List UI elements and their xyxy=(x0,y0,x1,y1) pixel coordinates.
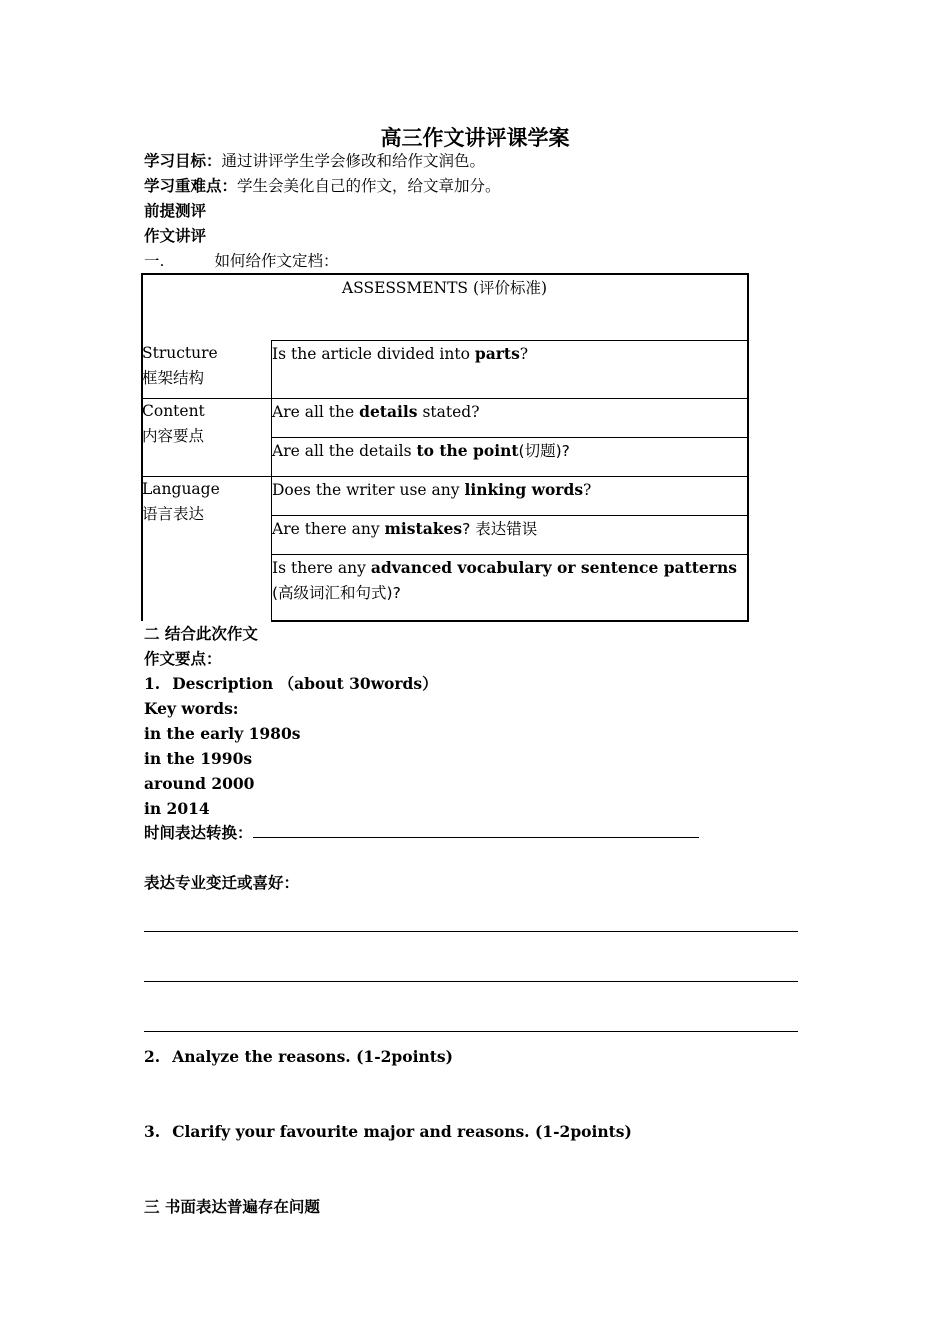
category-en: Content xyxy=(142,402,205,420)
category-zh: 框架结构 xyxy=(142,369,205,387)
time-expression-label: 时间表达转换： xyxy=(144,824,253,842)
section1-heading xyxy=(144,251,338,271)
page-title: 高三作文讲评课学案 xyxy=(380,125,570,150)
learning-goal-label: 学习目标： xyxy=(144,152,222,170)
question-parts: Is the article divided into parts? xyxy=(272,344,529,363)
keyword-item: in the early 1980s xyxy=(144,724,301,743)
time-expression-blank[interactable] xyxy=(253,823,699,838)
pre-test-heading: 前提测评 xyxy=(144,202,207,220)
key-points-text: 学生会美化自己的作文，给文章加分。 xyxy=(237,177,501,195)
question-to-the-point: Are all the details to the point(切题)? xyxy=(272,441,570,460)
learning-goal xyxy=(144,151,485,171)
major-change-label: 表达专业变迁或喜好： xyxy=(144,874,300,892)
table-header: ASSESSMENTS (评价标准) xyxy=(341,279,548,297)
row-language-category xyxy=(142,477,267,527)
answer-blank-line[interactable] xyxy=(144,1031,798,1032)
item2-analyze: 2. Analyze the reasons. (1-2points) xyxy=(144,1047,453,1066)
keyword-item: in 2014 xyxy=(144,799,210,818)
section2-subheading: 作文要点： xyxy=(144,650,222,668)
item1-description: 1. Description （about 30words） xyxy=(144,674,438,693)
section2-heading: 二 结合此次作文 xyxy=(144,625,258,643)
keyword-item: around 2000 xyxy=(144,774,255,793)
keyword-item: in the 1990s xyxy=(144,749,253,768)
question-mistakes: Are there any mistakes? 表达错误 xyxy=(272,519,538,538)
assessment-table xyxy=(141,273,748,621)
answer-blank-line[interactable] xyxy=(144,981,798,982)
section1-number: 一. xyxy=(144,252,165,270)
answer-blank-line[interactable] xyxy=(144,931,798,932)
category-zh: 内容要点 xyxy=(142,427,205,445)
key-points-label: 学习重难点： xyxy=(144,177,238,195)
category-en: Structure xyxy=(142,344,218,362)
item3-clarify: 3. Clarify your favourite major and reasons. (1-2points) xyxy=(144,1122,632,1141)
question-advanced-vocabulary: Is there any advanced vocabulary or sentence patterns (高级词汇和句式)? xyxy=(272,558,737,602)
row-content-category xyxy=(142,399,267,449)
keywords-label: Key words: xyxy=(144,699,239,718)
key-points xyxy=(144,176,501,196)
row-structure-category xyxy=(142,341,267,391)
section3-heading: 三 书面表达普遍存在问题 xyxy=(144,1198,320,1216)
learning-goal-text: 通过讲评学生学会修改和给作文润色。 xyxy=(221,152,486,170)
time-expression-field xyxy=(144,823,699,843)
essay-review-heading: 作文讲评 xyxy=(144,227,207,245)
category-zh: 语言表达 xyxy=(142,505,205,523)
category-en: Language xyxy=(142,480,220,498)
question-linking-words: Does the writer use any linking words? xyxy=(272,480,592,499)
section1-text: 如何给作文定档： xyxy=(214,252,339,270)
question-details: Are all the details stated? xyxy=(272,402,480,421)
